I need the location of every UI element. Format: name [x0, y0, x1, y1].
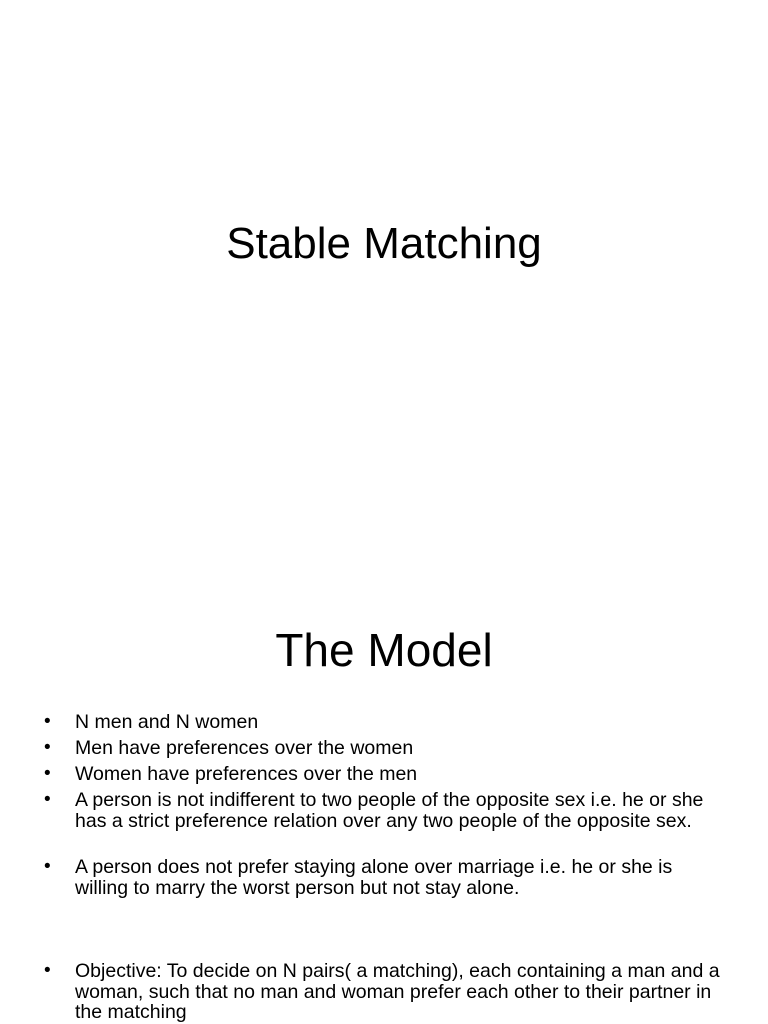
bullet-text: Women have preferences over the men [75, 763, 418, 785]
slide-title: Stable Matching [226, 219, 542, 268]
slide-the-model [0, 512, 768, 1024]
bullet-icon: • [44, 711, 51, 732]
bullet-text: N men and N women [75, 711, 259, 733]
bullet-text: Men have preferences over the women [75, 737, 414, 759]
slide-title: The Model [275, 624, 493, 676]
bullet-icon: • [44, 789, 51, 810]
bullet-icon: • [44, 960, 51, 981]
bullet-icon: • [44, 737, 51, 758]
bullet-text: Objective: To decide on N pairs( a matching), each containing a man and a woman, such that no man and woman prefer each other to their partner in the matching [75, 960, 720, 1023]
bullet-icon: • [44, 763, 51, 784]
bullet-icon: • [44, 856, 51, 877]
bullet-text: A person is not indifferent to two people of the opposite sex i.e. he or she has a strict preference relation over any two people of the opposite sex. [75, 789, 704, 832]
bullet-text: A person does not prefer staying alone over marriage i.e. he or she is willing to marry the worst person but not stay alone. [75, 856, 673, 899]
